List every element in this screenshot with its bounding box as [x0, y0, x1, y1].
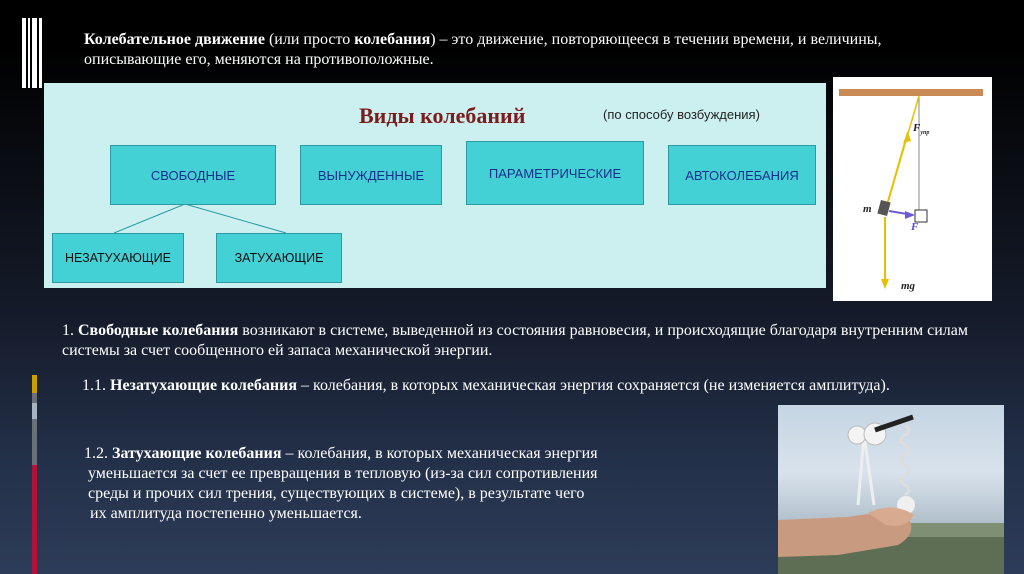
section-text-line: среды и прочих сил трения, существующих в системе), в результате чего [88, 485, 585, 502]
section-text-line: их амплитуда постепенно уменьшается. [90, 505, 362, 522]
subtype-damped: ЗАТУХАЮЩИЕ [216, 233, 342, 283]
section-text-line: уменьшается за счет ее превращения в тепловую (из-за сил сопротивления [88, 465, 598, 482]
intro-term2: колебания [354, 31, 431, 48]
decorative-stripes [22, 18, 44, 88]
decorative-side-bar [32, 375, 37, 574]
section-title: Затухающие колебания [112, 445, 282, 462]
intro-part1: (или просто [264, 31, 355, 48]
diagram-subtitle: (по способу возбуждения) [603, 107, 760, 122]
photo-illustration [778, 405, 1004, 574]
intro-part2: ) – это движение, повторяющееся в течении времени, и величины, описывающие его, меняются на противоположные. [84, 31, 882, 68]
subtype-undamped: НЕЗАТУХАЮЩИЕ [52, 233, 184, 283]
pendulum-figure [833, 77, 992, 301]
oscillation-types-diagram [44, 83, 826, 288]
label-tension: $F_{упр}$ [913, 122, 930, 137]
section-title: Незатухающие колебания [110, 377, 298, 394]
section-text-line: – колебания, в которых механическая энергия [281, 445, 598, 462]
section-number: 1.1. [82, 377, 110, 394]
section-undamped [82, 376, 982, 396]
pendulum-drawing [833, 77, 992, 301]
type-parametric: ПАРАМЕТРИЧЕСКИЕ [466, 141, 644, 205]
section-text: – колебания, в которых механическая энергия сохраняется (не изменяется амплитуда). [297, 377, 890, 394]
section-damped [84, 444, 774, 524]
label-mass: m [863, 203, 872, 215]
type-free: СВОБОДНЫЕ [110, 145, 276, 205]
label-gravity: mg [901, 280, 916, 292]
intro-paragraph [84, 30, 974, 70]
intro-term: Колебательное движение [84, 31, 265, 48]
section-text: возникают в системе, выведенной из состояния равновесия, и происходящие благодаря внутренним силам системы за счет сообщенного ей запаса механической энергии. [62, 322, 969, 359]
section-title: Свободные колебания [78, 322, 239, 339]
type-self-oscillations: АВТОКОЛЕБАНИЯ [668, 145, 816, 205]
type-forced: ВЫНУЖДЕННЫЕ [300, 145, 442, 205]
spring-pendulum-photo [778, 405, 1004, 574]
diagram-title: Виды колебаний [359, 103, 526, 128]
section-free-oscillations [62, 321, 992, 361]
section-number: 1. [62, 322, 78, 339]
label-force: F [911, 221, 919, 233]
section-number: 1.2. [84, 445, 112, 462]
